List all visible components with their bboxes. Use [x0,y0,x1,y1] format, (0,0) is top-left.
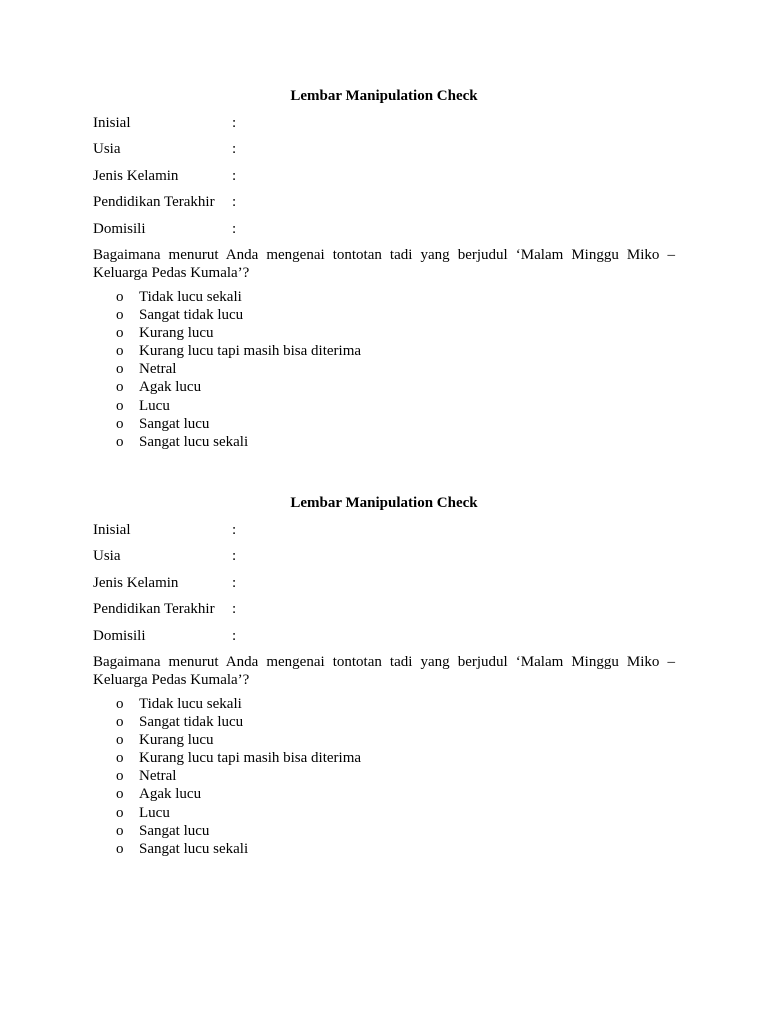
bullet-icon: o [116,840,124,857]
field-label: Usia [93,141,121,158]
option-item [93,695,675,713]
bullet-icon: o [116,732,124,749]
option-item [93,731,675,749]
bullet-icon: o [116,714,124,731]
bullet-icon: o [116,786,124,803]
option-item [93,840,675,858]
bullet-icon: o [116,343,124,360]
field-label: Usia [93,548,121,565]
option-item [93,749,675,767]
field-row-inisial [93,521,675,540]
bullet-icon: o [116,325,124,342]
field-separator: : [232,115,237,131]
bullet-icon: o [116,822,124,839]
option-label: Sangat tidak lucu [139,307,244,324]
bullet-icon: o [116,415,124,432]
option-label: Kurang lucu tapi masih bisa diterima [139,343,362,360]
field-row-jenis-kelamin [93,574,675,593]
field-row-usia [93,547,675,566]
option-item [93,324,675,342]
bullet-icon: o [116,750,124,767]
field-row-pendidikan-terakhir [93,193,675,212]
option-item [93,785,675,803]
option-item [93,767,675,785]
field-label: Inisial [93,115,131,131]
field-row-domisili [93,220,675,239]
field-separator: : [232,522,237,538]
option-label: Kurang lucu tapi masih bisa diterima [139,750,362,767]
field-label: Domisili [93,627,146,644]
option-item [93,822,675,840]
bullet-icon: o [116,379,124,396]
option-label: Tidak lucu sekali [139,695,242,712]
option-label: Kurang lucu [139,732,214,749]
question-text: Bagaimana menurut Anda mengenai tontotan tadi yang berjudul ‘Malam Minggu Miko – Keluarga Pedas Kumala’? [93,653,675,688]
option-item [93,433,675,451]
option-label: Sangat lucu [139,415,210,432]
bullet-icon: o [116,307,124,324]
form-title: Lembar Manipulation Check [290,495,478,511]
field-row-domisili [93,627,675,646]
option-item [93,288,675,306]
field-separator: : [232,574,237,591]
bullet-icon: o [116,695,124,712]
field-row-jenis-kelamin [93,167,675,186]
bullet-icon: o [116,288,124,305]
manipulation-check-form-2 [93,494,675,858]
option-label: Sangat lucu sekali [139,840,249,857]
option-label: Agak lucu [139,786,202,803]
option-label: Sangat tidak lucu [139,714,244,731]
field-separator: : [232,548,237,565]
option-label: Tidak lucu sekali [139,288,242,305]
manipulation-check-form-1 [93,87,675,451]
field-row-usia [93,140,675,159]
field-separator: : [232,194,237,211]
bullet-icon: o [116,433,124,450]
field-separator: : [232,627,237,644]
option-label: Kurang lucu [139,325,214,342]
question-text: Bagaimana menurut Anda mengenai tontotan tadi yang berjudul ‘Malam Minggu Miko – Keluarga Pedas Kumala’? [93,246,675,281]
option-label: Agak lucu [139,379,202,396]
field-label: Jenis Kelamin [93,167,179,184]
field-separator: : [232,141,237,158]
field-row-inisial [93,114,675,133]
field-separator: : [232,601,237,618]
option-item [93,342,675,360]
field-row-pendidikan-terakhir [93,600,675,619]
field-label: Domisili [93,220,146,237]
option-item [93,306,675,324]
option-label: Sangat lucu [139,822,210,839]
field-separator: : [232,167,237,184]
option-label: Lucu [139,804,170,821]
option-label: Netral [139,361,177,378]
field-label: Jenis Kelamin [93,574,179,591]
field-label: Pendidikan Terakhir [93,194,215,211]
option-list [93,695,675,858]
option-item [93,804,675,822]
field-separator: : [232,220,237,237]
option-item [93,713,675,731]
option-item [93,360,675,378]
option-label: Netral [139,768,177,785]
field-label: Pendidikan Terakhir [93,601,215,618]
bullet-icon: o [116,768,124,785]
option-label: Sangat lucu sekali [139,433,249,450]
form-title: Lembar Manipulation Check [290,88,478,104]
option-item [93,397,675,415]
option-item [93,415,675,433]
option-list [93,288,675,451]
bullet-icon: o [116,397,124,414]
option-item [93,378,675,396]
bullet-icon: o [116,804,124,821]
bullet-icon: o [116,361,124,378]
field-label: Inisial [93,522,131,538]
option-label: Lucu [139,397,170,414]
